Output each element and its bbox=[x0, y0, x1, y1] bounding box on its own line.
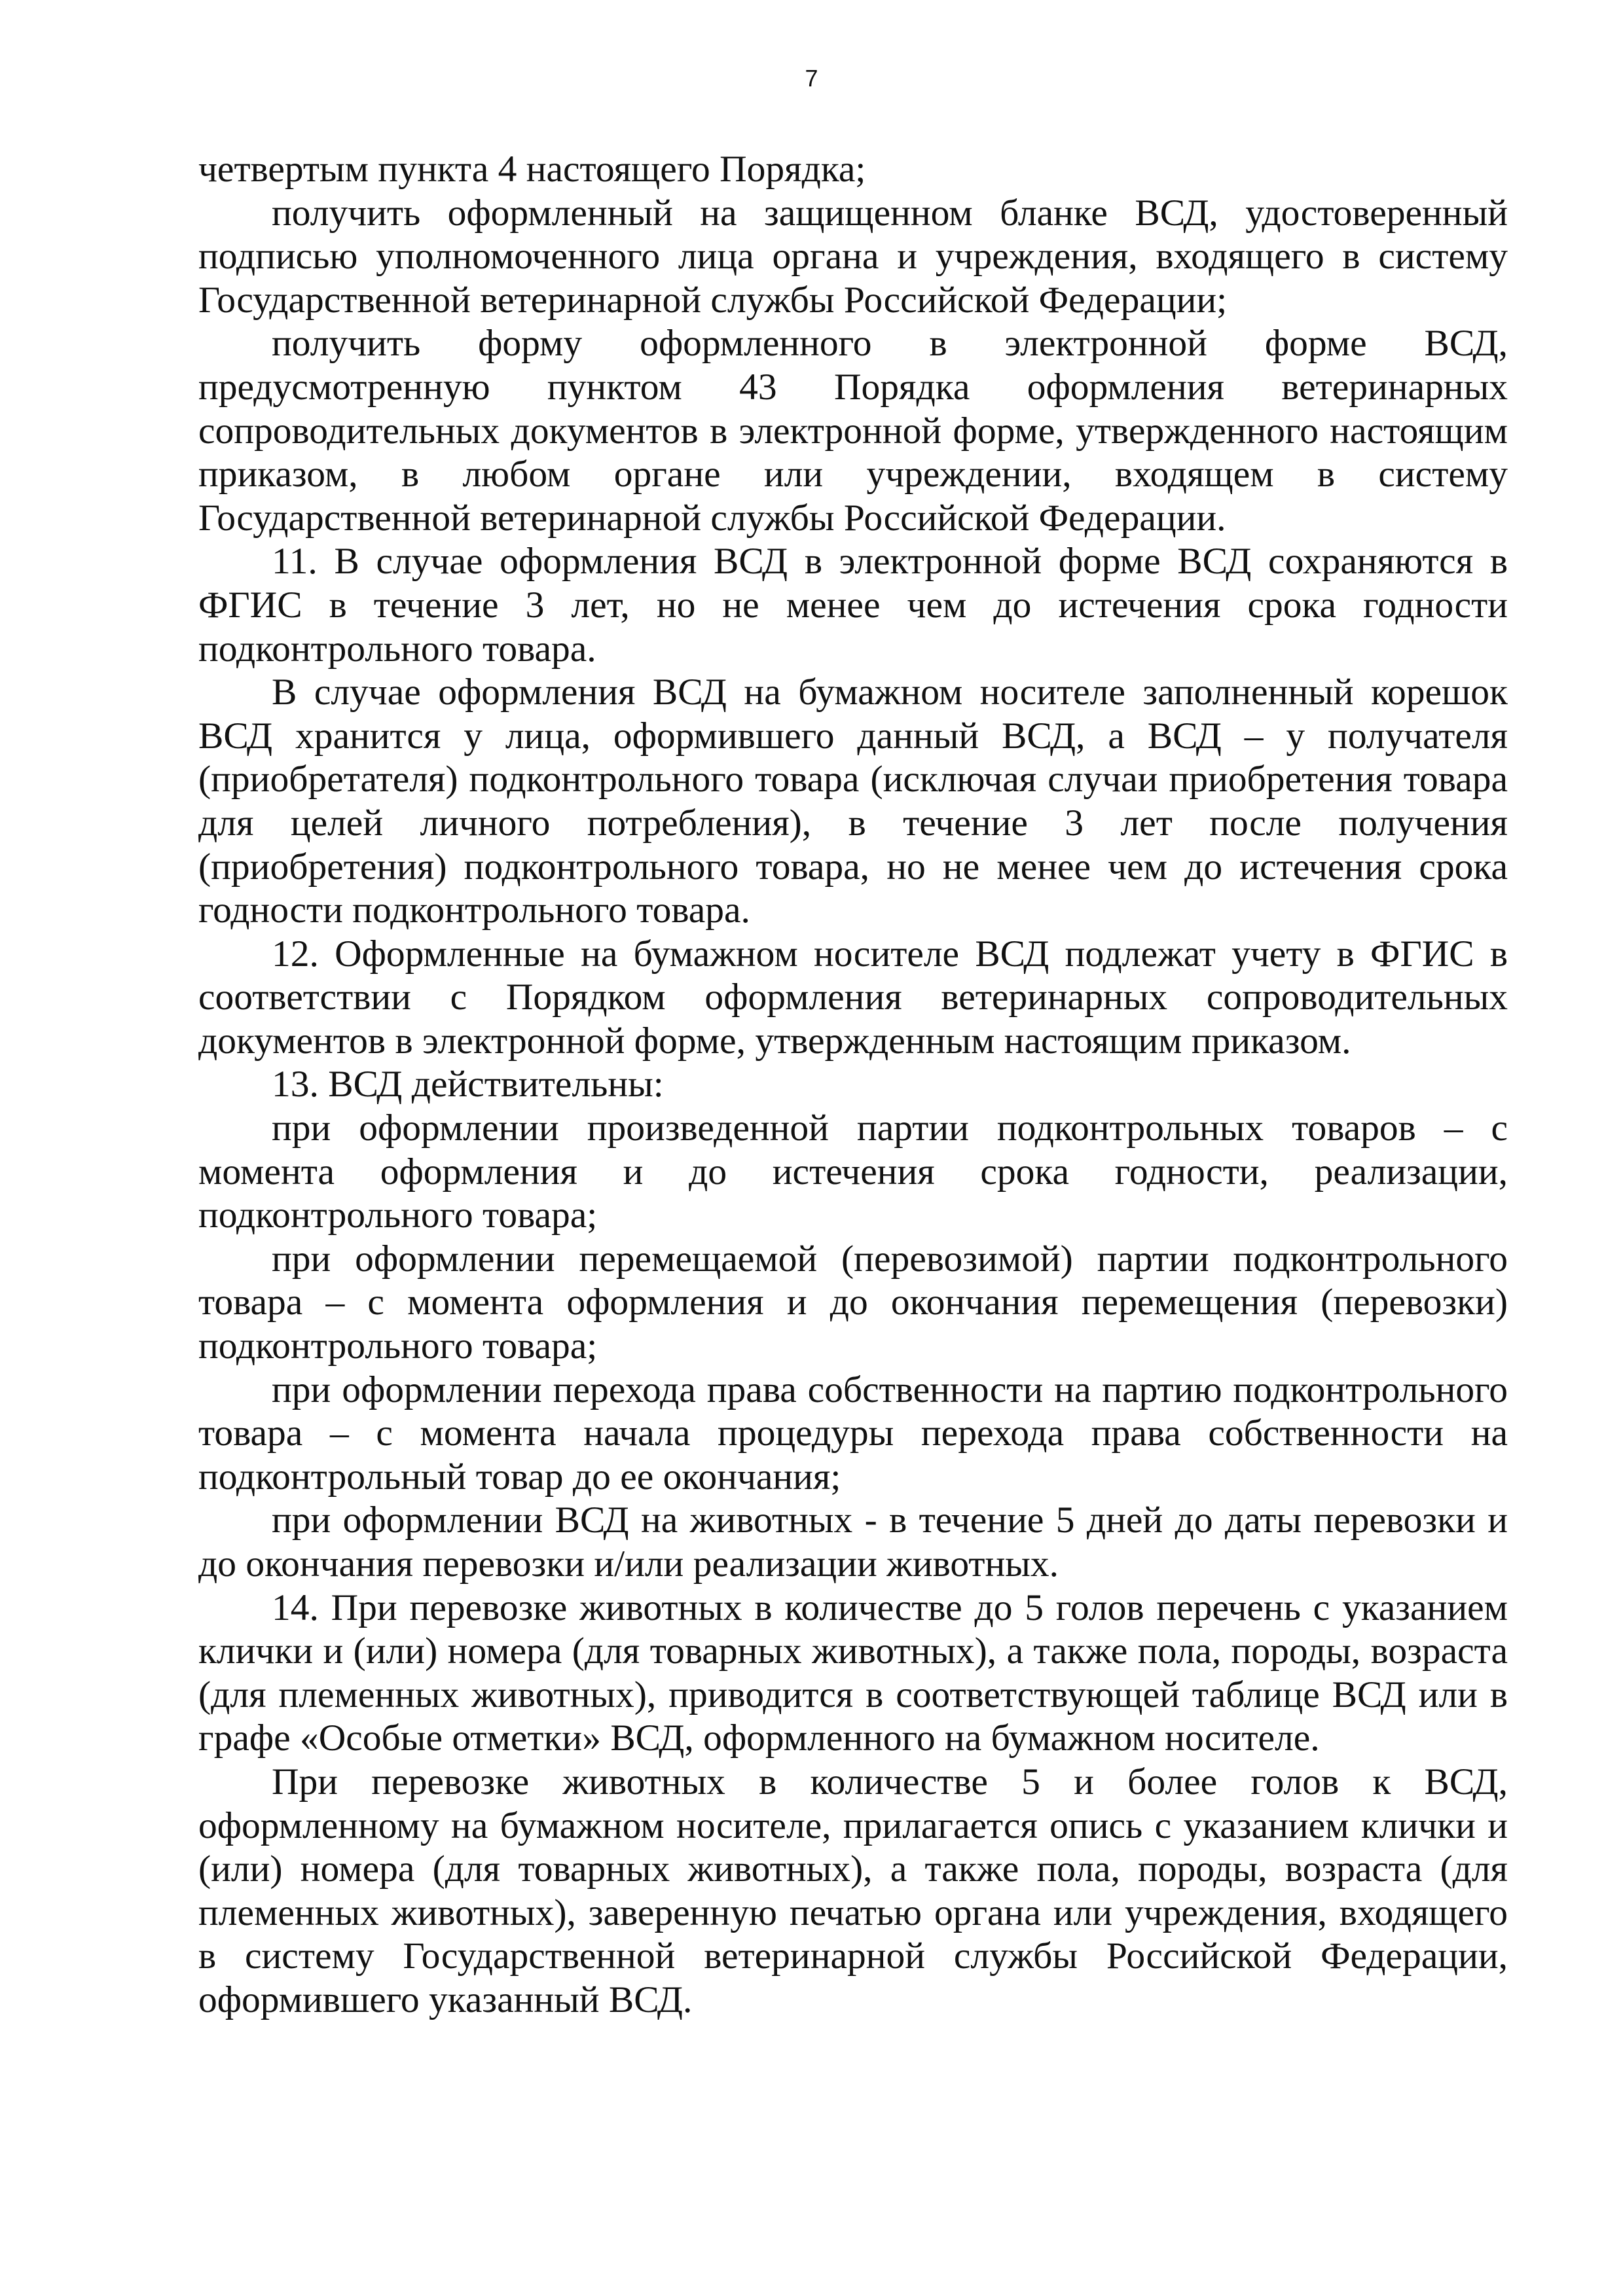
paragraph-animal-inventory: При перевозке животных в количестве 5 и более голов к ВСД, оформленному на бумажном носителе, прилагается опись с указанием клички и (или) номера (для товарных животных), а также пола, породы, возраста (для племенных животных), заверенную печатью органа или учреждения, входящего в систему Государственной ветеринарной службы Российской Федерации, оформившего указанный ВСД. bbox=[198, 1761, 1508, 2020]
paragraph-item-11: 11. В случае оформления ВСД в электронной форме ВСД сохраняются в ФГИС в течение 3 лет, но не менее чем до истечения срока годности подконтрольного товара. bbox=[198, 541, 1508, 670]
paragraph-validity-animals: при оформлении ВСД на животных - в течение 5 дней до даты перевозки и до окончания перевозки и/или реализации животных. bbox=[198, 1499, 1508, 1585]
page-number: 7 bbox=[805, 65, 818, 92]
paragraph-paper-storage: В случае оформления ВСД на бумажном носителе заполненный корешок ВСД хранится у лица, оформившего данный ВСД, а ВСД – у получателя (приобретателя) подконтрольного товара (исключая случаи приобретения товара для целей личного потребления), в течение 3 лет после получения (приобретения) подконтрольного товара, но не менее чем до истечения срока годности подконтрольного товара. bbox=[198, 672, 1508, 931]
paragraph-validity-produced: при оформлении произведенной партии подконтрольных товаров – с момента оформления и до истечения срока годности, реализации, подконтрольного товара; bbox=[198, 1107, 1508, 1236]
paragraph-item-12: 12. Оформленные на бумажном носителе ВСД подлежат учету в ФГИС в соответствии с Порядком оформления ветеринарных сопроводительных документов в электронной форме, утвержденным настоящим приказом. bbox=[198, 933, 1508, 1062]
paragraph-continuation: четвертым пункта 4 настоящего Порядка; bbox=[198, 149, 866, 190]
paragraph-validity-transported: при оформлении перемещаемой (перевозимой) партии подконтрольного товара – с момента оформления и до окончания перемещения (перевозки) подконтрольного товара; bbox=[198, 1238, 1508, 1367]
paragraph-validity-ownership: при оформлении перехода права собственности на партию подконтрольного товара – с момента начала процедуры перехода права собственности на подконтрольный товар до ее окончания; bbox=[198, 1369, 1508, 1498]
paragraph-item-13: 13. ВСД действительны: bbox=[272, 1064, 664, 1105]
paragraph-item-14: 14. При перевозке животных в количестве до 5 голов перечень с указанием клички и (или) номера (для товарных животных), а также пола, породы, возраста (для племенных животных), приводится в соответствующей таблице ВСД или в графе «Особые отметки» ВСД, оформленного на бумажном носителе. bbox=[198, 1587, 1508, 1759]
document-body bbox=[198, 148, 1508, 2022]
paragraph-electronic-form: получить форму оформленного в электронной форме ВСД, предусмотренную пунктом 43 Порядка оформления ветеринарных сопроводительных документов в электронной форме, утвержденного настоящим приказом, в любом органе или учреждении, входящем в систему Государственной ветеринарной службы Российской Федерации. bbox=[198, 323, 1508, 539]
paragraph-paper-form: получить оформленный на защищенном бланке ВСД, удостоверенный подписью уполномоченного лица органа и учреждения, входящего в систему Государственной ветеринарной службы Российской Федерации; bbox=[198, 192, 1508, 321]
